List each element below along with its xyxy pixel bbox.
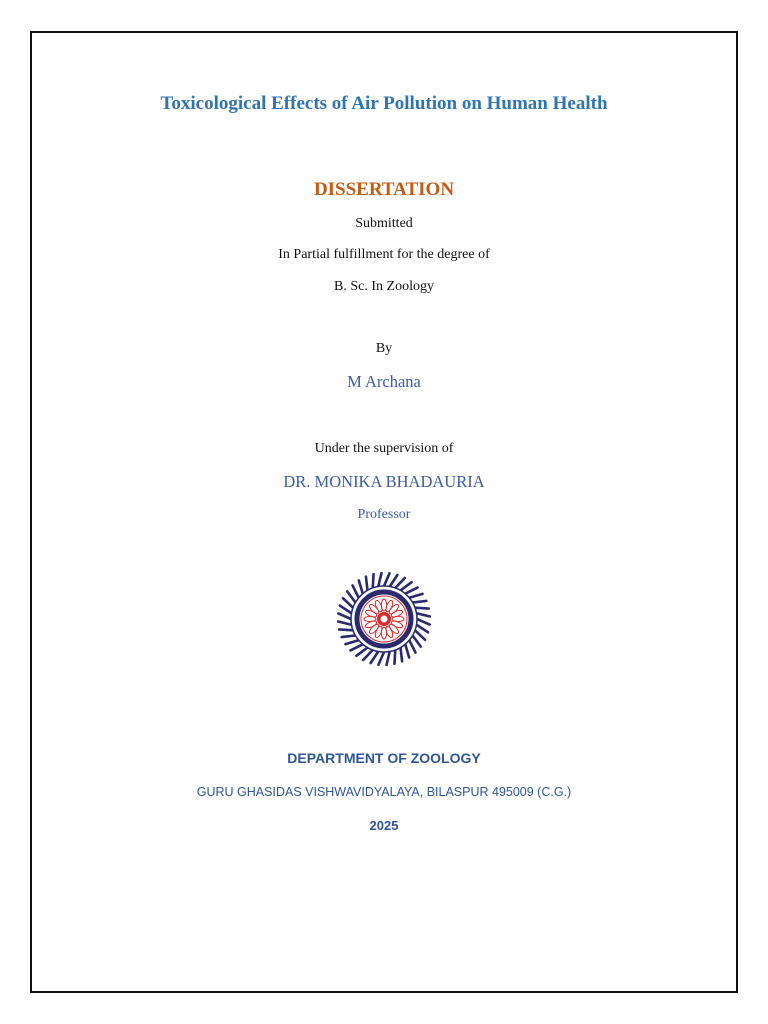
seal-ray	[417, 619, 430, 625]
seal-ray	[338, 613, 351, 619]
document-type: DISSERTATION	[313, 179, 455, 200]
seal-ray	[339, 629, 353, 630]
seal-ray	[338, 622, 351, 625]
seal-ray	[378, 573, 381, 586]
seal-ray	[415, 630, 425, 640]
seal-ray	[359, 580, 363, 593]
seal-ray	[390, 575, 398, 587]
seal-ray	[340, 606, 352, 614]
supervisor-name: DR. MONIKA BHADAURIA	[283, 472, 485, 491]
degree-name: B. Sc. In Zoology	[334, 279, 434, 294]
seal-ray	[350, 644, 362, 650]
seal-ray	[343, 598, 353, 608]
seal-ray	[353, 585, 359, 597]
seal-ray	[366, 577, 368, 591]
partial-fulfillment-text: In Partial fulfillment for the degree of	[278, 247, 490, 262]
seal-ray	[405, 588, 417, 594]
university-seal-icon	[337, 572, 431, 666]
seal-ray	[413, 601, 427, 603]
seal-ray	[342, 636, 356, 638]
seal-ray	[345, 640, 358, 644]
seal-ray	[363, 650, 373, 660]
submitted-label: Submitted	[355, 216, 413, 231]
thesis-title: Toxicological Effects of Air Pollution on Human Health	[160, 93, 608, 114]
author-name: M Archana	[347, 372, 421, 391]
seal-ray	[401, 648, 403, 662]
seal-ray	[384, 573, 390, 586]
seal-ray	[347, 591, 355, 602]
seal-ray	[405, 644, 409, 657]
seal-ray	[417, 625, 429, 633]
seal-ray	[394, 650, 395, 664]
seal-ray	[401, 582, 412, 590]
submission-year: 2025	[369, 818, 399, 833]
seal-ray	[413, 636, 421, 647]
department-name: DEPARTMENT OF ZOOLOGY	[287, 750, 481, 766]
seal-ray	[371, 652, 379, 664]
university-seal-graphic	[337, 572, 431, 666]
by-label: By	[375, 341, 393, 356]
supervision-label: Under the supervision of	[314, 441, 454, 456]
seal-ray	[378, 652, 384, 665]
seal-ray	[387, 652, 390, 665]
university-name: GURU GHASIDAS VISHWAVIDYALAYA, BILASPUR 495009 (C.G.)	[196, 785, 572, 799]
seal-ray	[395, 578, 405, 588]
supervisor-role: Professor	[357, 507, 411, 522]
seal-ray	[356, 648, 367, 656]
seal-ray	[373, 574, 374, 588]
seal-ray	[409, 594, 422, 598]
seal-ray	[415, 608, 429, 609]
seal-ray	[409, 640, 415, 652]
seal-ray	[417, 613, 430, 616]
